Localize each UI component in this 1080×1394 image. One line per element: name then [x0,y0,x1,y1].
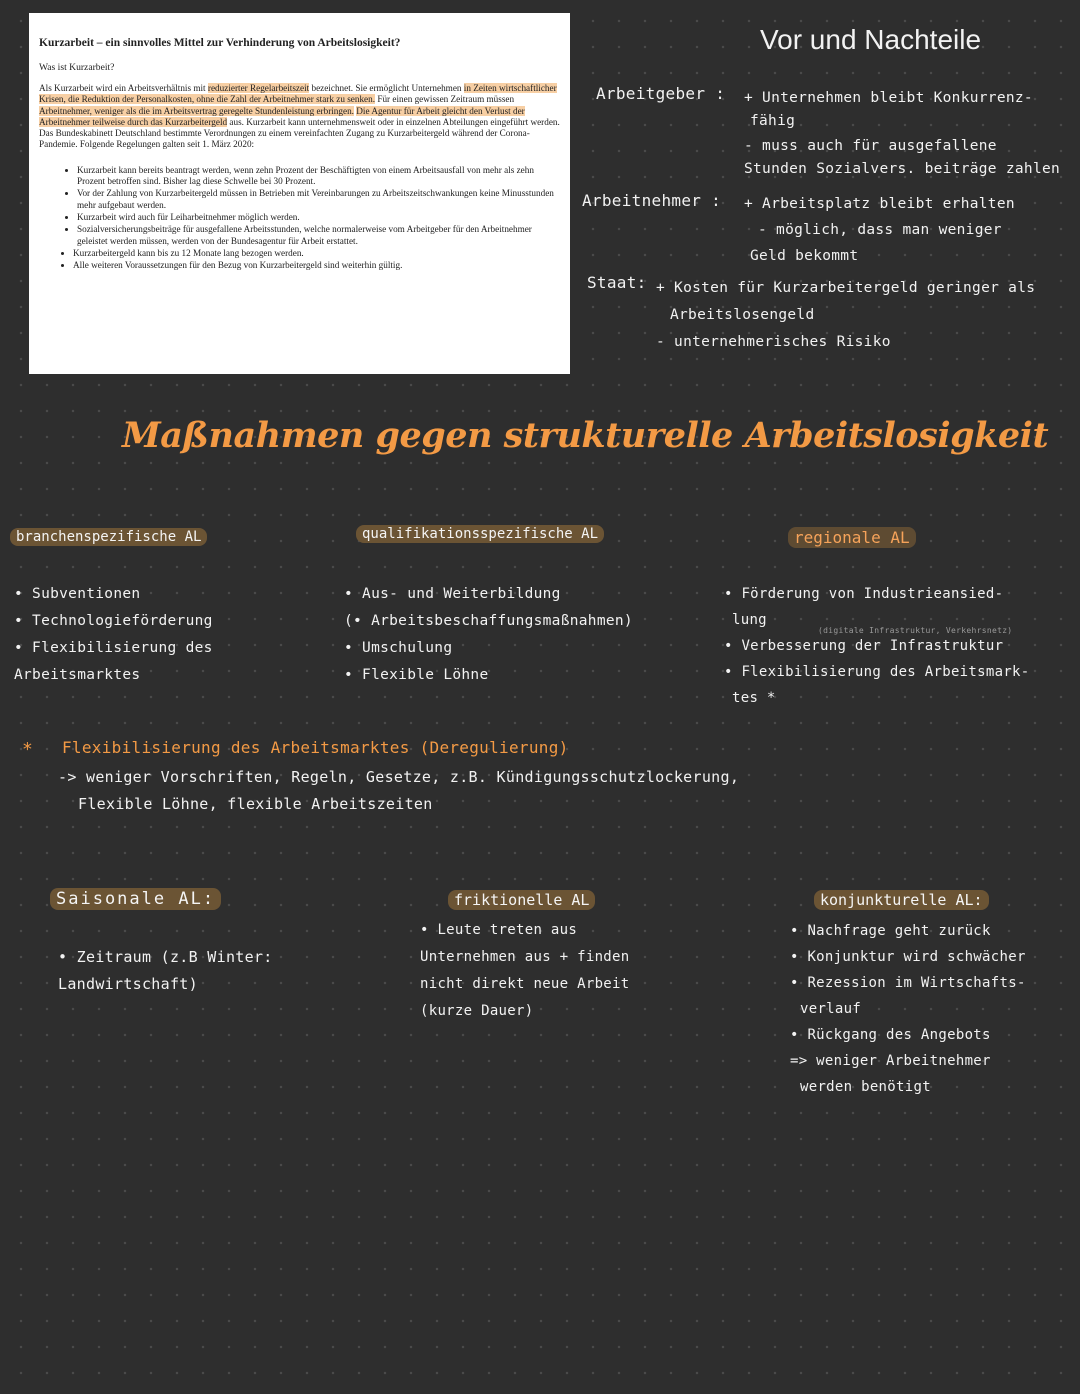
branchen-label: branchenspezifische AL [10,528,207,546]
flex-note-line: -> weniger Vorschriften, Regeln, Gesetze, z.B. Kündigungsschutzlockerung, [58,768,740,786]
staat-list [656,275,1035,356]
document-title: Kurzarbeit – ein sinnvolles Mittel zur Verhinderung von Arbeitslosigkeit? [39,37,401,49]
friktionell-list [420,917,630,1025]
list-item: • Rückgang des Angebots [790,1027,991,1043]
list-item: • Konjunktur wird schwächer [790,949,1026,965]
list-item: - unternehmerisches Risiko [656,334,891,350]
text-run: bezeichnet. Sie ermöglicht Unternehmen [309,83,464,93]
list-item: • Kurzarbeitergeld kann bis zu 12 Monate lang bezogen werden. [73,248,560,259]
list-item: • Nachfrage geht zurück [790,923,991,939]
text-run: Für einen gewissen Zeitraum müssen [375,94,515,105]
saisonal-list [58,944,273,998]
document-paragraph [39,83,560,151]
highlight: reduzierter Regelarbeitszeit [207,83,310,93]
list-item: • Flexible Löhne [344,667,489,683]
branchen-list [14,581,213,689]
list-item: • Technologieförderung [14,613,213,629]
konjunkturell-label: konjunkturelle AL: [814,890,989,910]
flex-note-heading: Flexibilisierung des Arbeitsmarktes (Deregulierung) [62,738,569,757]
list-item: • Förderung von Industrieansied- [724,586,1004,602]
list-item: Stunden Sozialvers. beiträge zahlen [744,161,1061,177]
list-item: tes * [732,690,776,706]
arbeitnehmer-list [744,191,1015,269]
regulation-list [39,165,560,272]
highlight: Arbeitnehmer, weniger als die im Arbeitsvertrag geregelte Stundenleistung erbringen. [39,105,354,116]
list-item: • Alle weiteren Voraussetzungen für den Bezug von Kurzarbeitergeld sind weiterhin gültig. [73,260,560,271]
pros-cons-title: Vor und Nachteile [760,24,982,55]
konjunkturell-list [790,918,1026,1100]
measures-title: Maßnahmen gegen strukturelle Arbeitslosigkeit [122,415,1049,456]
regional-label: regionale AL [788,527,916,548]
list-item: Geld bekommt [750,248,859,264]
arbeitgeber-label: Arbeitgeber : [596,84,726,103]
highlight: Die Agentur für Arbeit gleicht den Verlust der Arbeitnehmer teilweise durch das Kurzarbeitergeld [39,105,525,127]
list-item: • Kurzarbeit wird auch für Leiharbeitnehmer möglich werden. [77,212,560,223]
list-item: + Arbeitsplatz bleibt erhalten [744,196,1015,212]
list-item: lung [732,612,767,628]
star-marker: * [22,739,34,760]
list-item: • Leute treten aus [420,922,578,938]
list-item: Arbeitslosengeld [670,307,815,323]
list-item: • Subventionen [14,586,141,602]
infrastructure-note: (digitale Infrastruktur, Verkehrsnetz) [818,626,1013,635]
qualifikation-label: qualifikationsspezifische AL [356,525,604,543]
list-item: • Sozialversicherungsbeiträge für ausgefallene Arbeitsstunden, welche normalerweise vom Arbeitgeber für den Arbeitnehmer geleistet werden müssen, werden von der Bundesagentur für Arbeit erstattet. [77,224,560,247]
kurzarbeit-document [29,13,570,374]
staat-label: Staat: [587,273,647,292]
list-item: • Zeitraum (z.B Winter: [58,948,273,966]
list-item: + Unternehmen bleibt Konkurrenz- [744,90,1033,106]
arbeitgeber-list [744,85,1060,183]
list-item: (kurze Dauer) [420,1003,534,1019]
list-item: => weniger Arbeitnehmer [790,1053,991,1069]
regional-list [724,581,1030,711]
list-item: • Flexibilisierung des Arbeitsmark- [724,664,1030,680]
list-item: - muss auch für ausgefallene [744,138,997,154]
list-item: nicht direkt neue Arbeit [420,976,630,992]
list-item: + Kosten für Kurzarbeitergeld geringer als [656,280,1036,296]
list-item: Unternehmen aus + finden [420,949,630,965]
list-item: (• Arbeitsbeschaffungsmaßnahmen) [344,613,633,629]
qualifikation-list [344,581,633,689]
text-run: Als Kurzarbeit wird ein Arbeitsverhältnis mit [39,83,208,93]
list-item: Landwirtschaft) [58,975,198,993]
saisonal-label: Saisonale AL: [50,888,221,910]
list-item: • Flexibilisierung des [14,640,213,656]
list-item: • Aus- und Weiterbildung [344,586,561,602]
list-item: • Kurzarbeit kann bereits beantragt werden, wenn zehn Prozent der Beschäftigten von einem Arbeitsausfall von mehr als zehn Prozent betroffen sind. Bisher lag diese Schwelle bei 30 Prozent. [77,165,560,188]
flex-note-line: Flexible Löhne, flexible Arbeitszeiten [78,795,433,813]
list-item: Arbeitsmarktes [14,667,141,683]
highlight: in Zeiten wirtschaftlicher Krisen, die Reduktion der Personalkosten, ohne die Zahl der Arbeitnehmer stark zu senken. [39,83,557,105]
text-run: aus. Kurzarbeit kann unternehmensweit oder in einzelnen Abteilungen eingeführt werden. Das Bundeskabinett Deutschland bestimmte Verordnungen zu einem vereinfachten Zugang zu Kurzarbeitergeld während der Corona-Pandemie. Folgende Regelungen galten seit 1. März 2020: [39,116,560,150]
list-item: fähig [750,113,796,129]
list-item: werden benötigt [800,1079,931,1095]
arbeitnehmer-label: Arbeitnehmer : [582,191,722,210]
list-item: • Rezession im Wirtschafts- [790,975,1026,991]
friktionell-label: friktionelle AL [448,890,595,910]
list-item: - möglich, dass man weniger [758,222,1002,238]
list-item: • Umschulung [344,640,453,656]
list-item: • Verbesserung der Infrastruktur [724,638,1004,654]
list-item: verlauf [800,1001,862,1017]
document-question: Was ist Kurzarbeit? [39,62,115,73]
list-item: • Vor der Zahlung von Kurzarbeitergeld müssen in Betrieben mit Vereinbarungen zu Arbeitszeitschwankungen keine Minusstunden mehr aufgebaut werden. [77,188,560,211]
